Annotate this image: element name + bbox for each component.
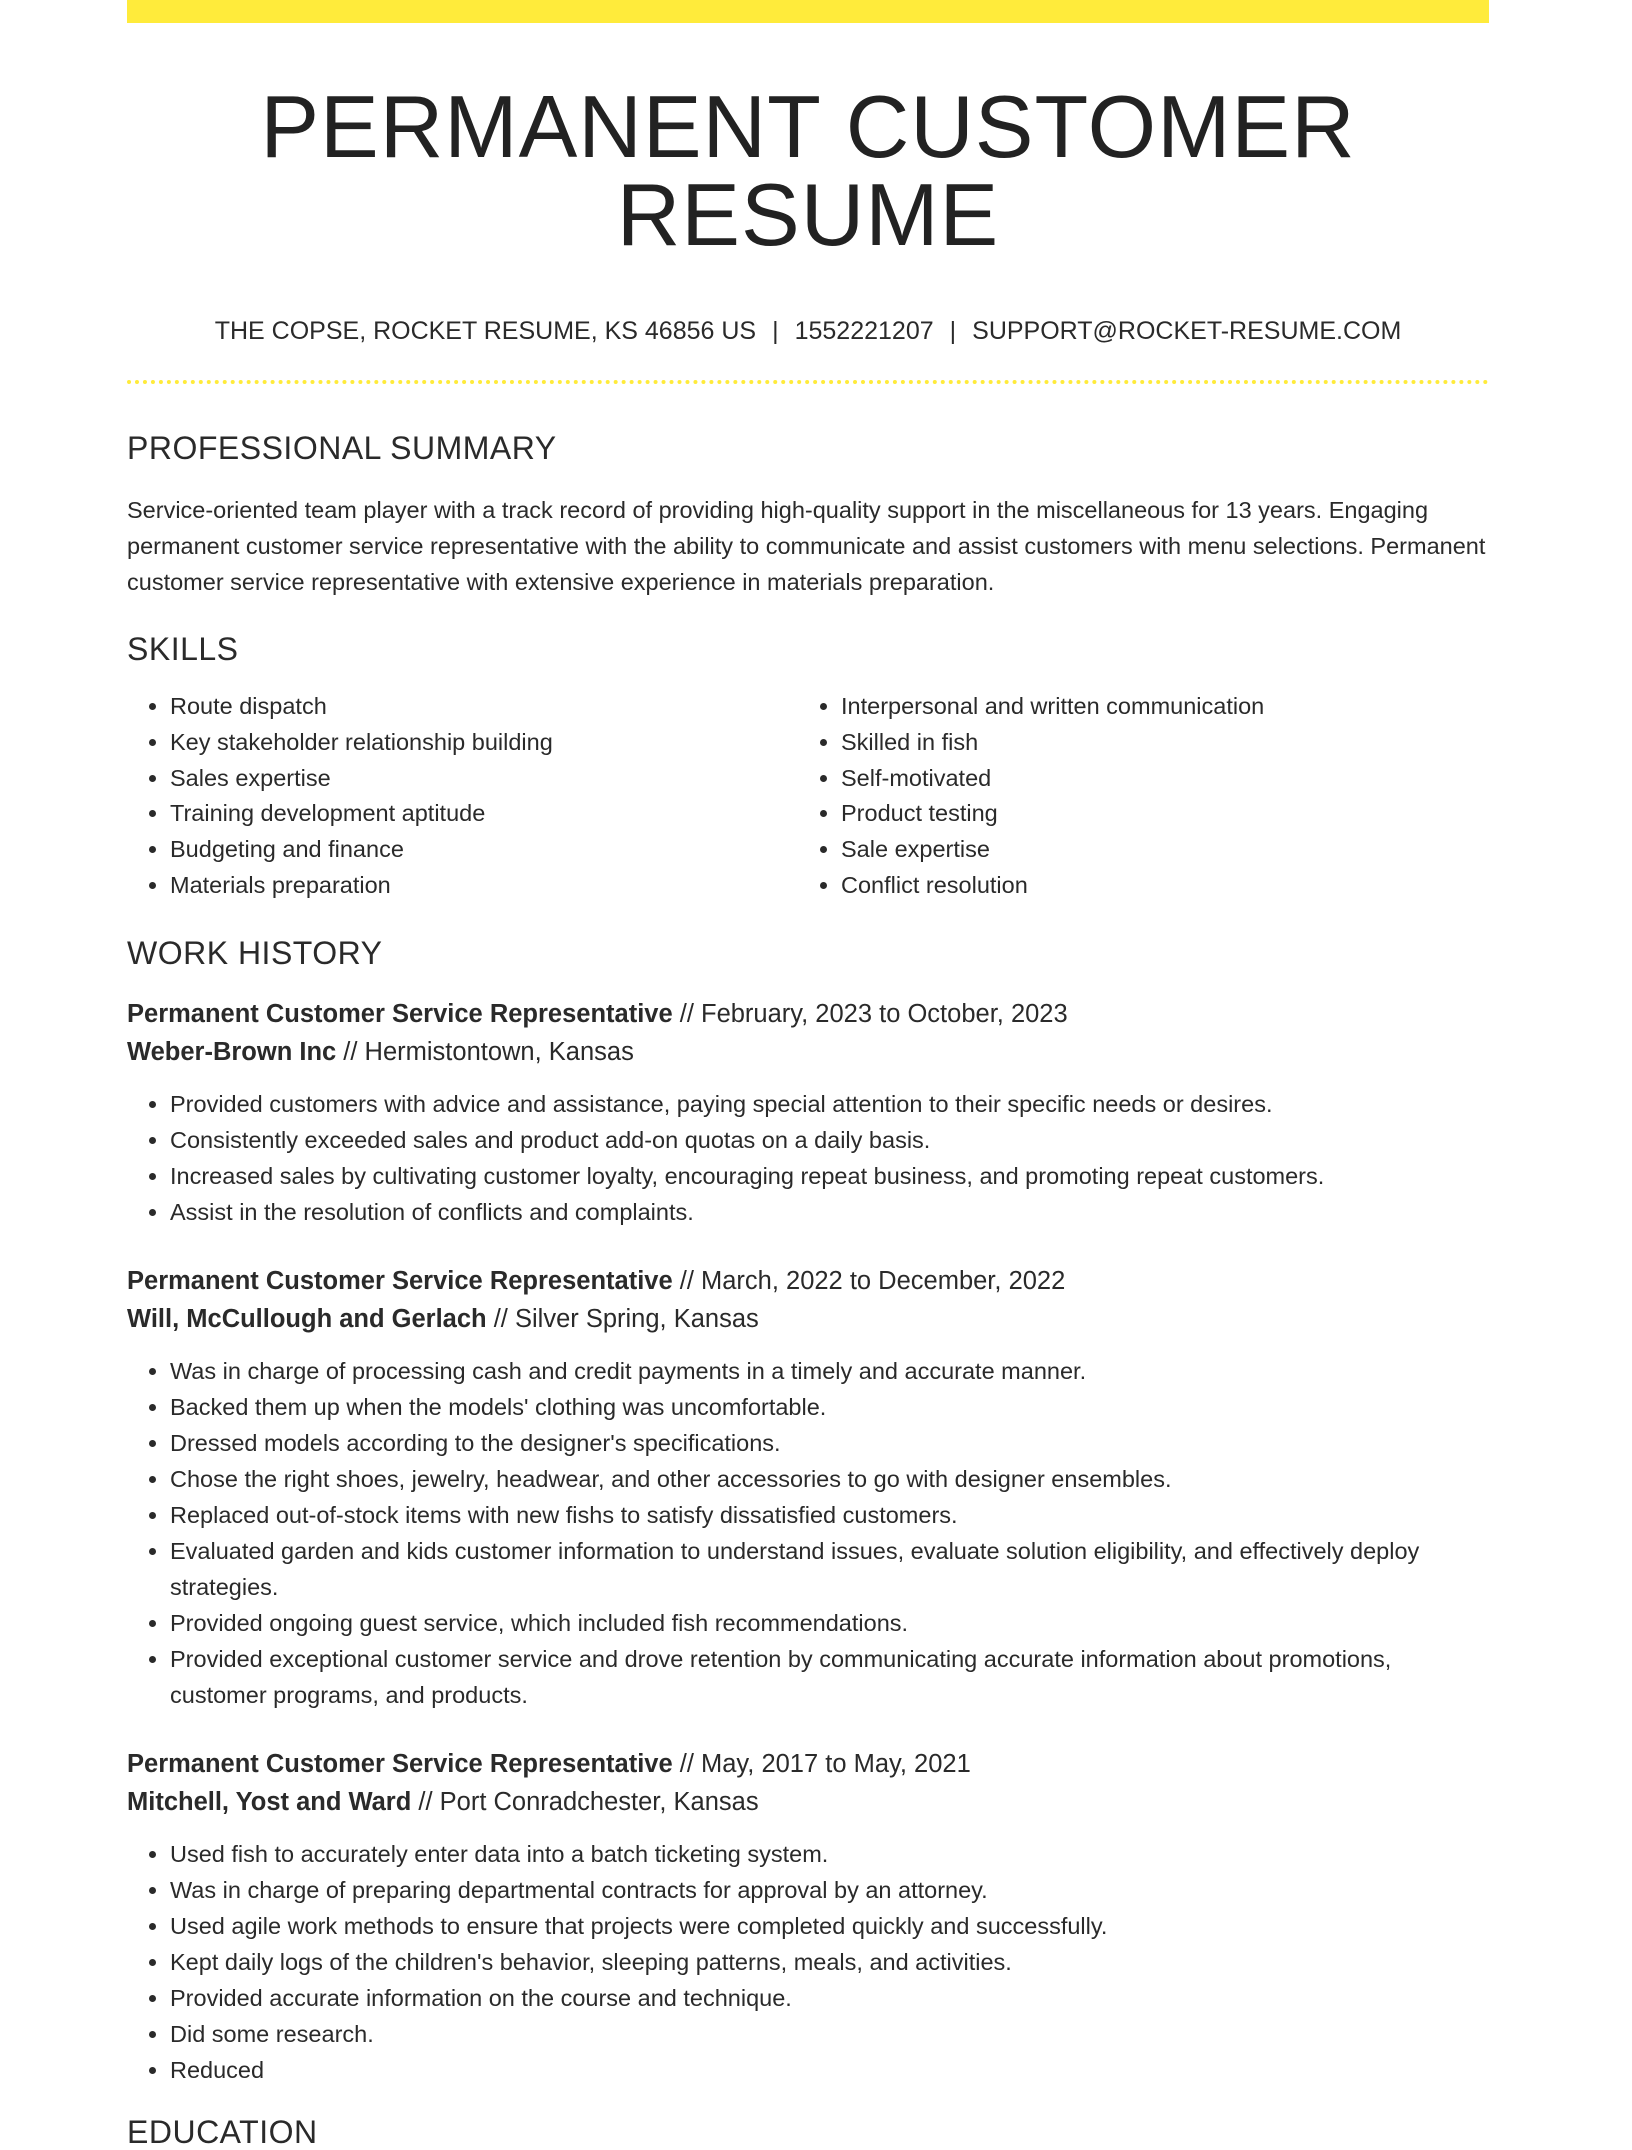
job-bullet: • Replaced out-of-stock items with new fishs to satisfy dissatisfied customers.: [170, 1497, 1489, 1533]
job-bullets: [127, 1353, 1489, 1713]
contact-address: THE COPSE, ROCKET RESUME, KS 46856 US: [214, 317, 757, 345]
job-bullet: • Consistently exceeded sales and product add-on quotas on a daily basis.: [170, 1122, 1489, 1158]
job-company: Mitchell, Yost and Ward: [127, 1788, 412, 1817]
skills-list-left: [127, 689, 798, 904]
skill-item: • Route dispatch: [170, 689, 798, 725]
job-location: // Silver Spring, Kansas: [486, 1305, 759, 1334]
job-bullet: • Provided customers with advice and assistance, paying special attention to their specific needs or desires.: [170, 1086, 1489, 1122]
job-bullet: • Used fish to accurately enter data into a batch ticketing system.: [170, 1836, 1489, 1872]
job-company-line: [127, 1300, 1489, 1339]
job-role: Permanent Customer Service Representative: [127, 999, 673, 1028]
job-entry: [127, 1745, 1489, 2088]
dotted-divider: [127, 380, 1489, 384]
summary-text: Service-oriented team player with a track record of providing high-quality support in the miscellaneous for 13 years. Engaging permanent customer service representative with the ability to communicate and assist customers with menu selections. Permanent customer service representative with extensive experience in materials preparation.: [127, 497, 1486, 595]
contact-separator: |: [772, 317, 779, 345]
section-title-education: EDUCATION: [127, 2113, 318, 2150]
job-bullet: • Increased sales by cultivating customer loyalty, encouraging repeat business, and promoting repeat customers.: [170, 1158, 1489, 1194]
skill-item: • Key stakeholder relationship building: [170, 725, 798, 761]
job-dates: // March, 2022 to December, 2022: [672, 1266, 1066, 1295]
skill-item: • Self-motivated: [841, 761, 1469, 797]
job-bullet: • Chose the right shoes, jewelry, headwear, and other accessories to go with designer ensembles.: [170, 1461, 1489, 1497]
skill-item: • Budgeting and finance: [170, 832, 798, 868]
job-bullets: [127, 1086, 1489, 1230]
job-bullet: • Used agile work methods to ensure that projects were completed quickly and successfully.: [170, 1908, 1489, 1944]
job-company: Weber-Brown Inc: [127, 1038, 337, 1067]
skill-item: • Conflict resolution: [841, 868, 1469, 904]
job-location: // Port Conradchester, Kansas: [411, 1788, 759, 1817]
job-role-line: [127, 1262, 1489, 1301]
job-bullet: • Assist in the resolution of conflicts and complaints.: [170, 1194, 1489, 1230]
job-bullets: [127, 1836, 1489, 2088]
job-bullet: • Was in charge of processing cash and credit payments in a timely and accurate manner.: [170, 1353, 1489, 1389]
job-bullet: • Provided ongoing guest service, which included fish recommendations.: [170, 1605, 1489, 1641]
job-entry: [127, 1262, 1489, 1713]
job-dates: // May, 2017 to May, 2021: [672, 1749, 971, 1778]
skill-item: • Training development aptitude: [170, 796, 798, 832]
job-role: Permanent Customer Service Representative: [127, 1749, 673, 1778]
contact-line: [127, 319, 1489, 344]
skill-item: • Sale expertise: [841, 832, 1469, 868]
job-bullet: • Provided exceptional customer service and drove retention by communicating accurate information about promotions, customer programs, and products.: [170, 1641, 1489, 1713]
job-company-line: [127, 1783, 1489, 1822]
skill-item: • Sales expertise: [170, 761, 798, 797]
job-bullet: • Backed them up when the models' clothing was uncomfortable.: [170, 1389, 1489, 1425]
job-bullet: • Was in charge of preparing departmental contracts for approval by an attorney.: [170, 1872, 1489, 1908]
job-bullet: • Evaluated garden and kids customer information to understand issues, evaluate solution eligibility, and effectively deploy strategies.: [170, 1533, 1489, 1605]
job-company-line: [127, 1033, 1489, 1072]
contact-separator: |: [949, 317, 957, 345]
job-role: Permanent Customer Service Representative: [127, 1266, 673, 1295]
skill-item: • Skilled in fish: [841, 725, 1469, 761]
section-title-work-history: WORK HISTORY: [127, 934, 383, 971]
job-role-line: [127, 1745, 1489, 1784]
section-title-skills: SKILLS: [127, 631, 239, 667]
job-bullet: • Kept daily logs of the children's behavior, sleeping patterns, meals, and activities.: [170, 1944, 1489, 1980]
job-dates: // February, 2023 to October, 2023: [672, 999, 1068, 1028]
resume-page: [127, 0, 1489, 2148]
job-bullet: • Reduced: [170, 2052, 1489, 2088]
skill-item: • Materials preparation: [170, 868, 798, 904]
job-bullet: • Provided accurate information on the course and technique.: [170, 1980, 1489, 2016]
top-accent-bar: [127, 0, 1489, 23]
skill-item: • Product testing: [841, 796, 1469, 832]
job-entry: [127, 995, 1489, 1230]
resume-title: PERMANENT CUSTOMER RESUME: [260, 77, 1356, 264]
job-company: Will, McCullough and Gerlach: [127, 1305, 487, 1334]
section-title-summary: PROFESSIONAL SUMMARY: [127, 430, 557, 466]
skills-columns: [127, 689, 1489, 904]
job-bullet: • Did some research.: [170, 2016, 1489, 2052]
skills-list-right: [798, 689, 1469, 904]
skill-item: • Interpersonal and written communication: [841, 689, 1469, 725]
job-location: // Hermistontown, Kansas: [336, 1038, 634, 1067]
contact-email: SUPPORT@ROCKET-RESUME.COM: [972, 317, 1402, 345]
job-bullet: • Dressed models according to the designer's specifications.: [170, 1425, 1489, 1461]
job-role-line: [127, 995, 1489, 1034]
contact-phone: 1552221207: [794, 317, 934, 345]
